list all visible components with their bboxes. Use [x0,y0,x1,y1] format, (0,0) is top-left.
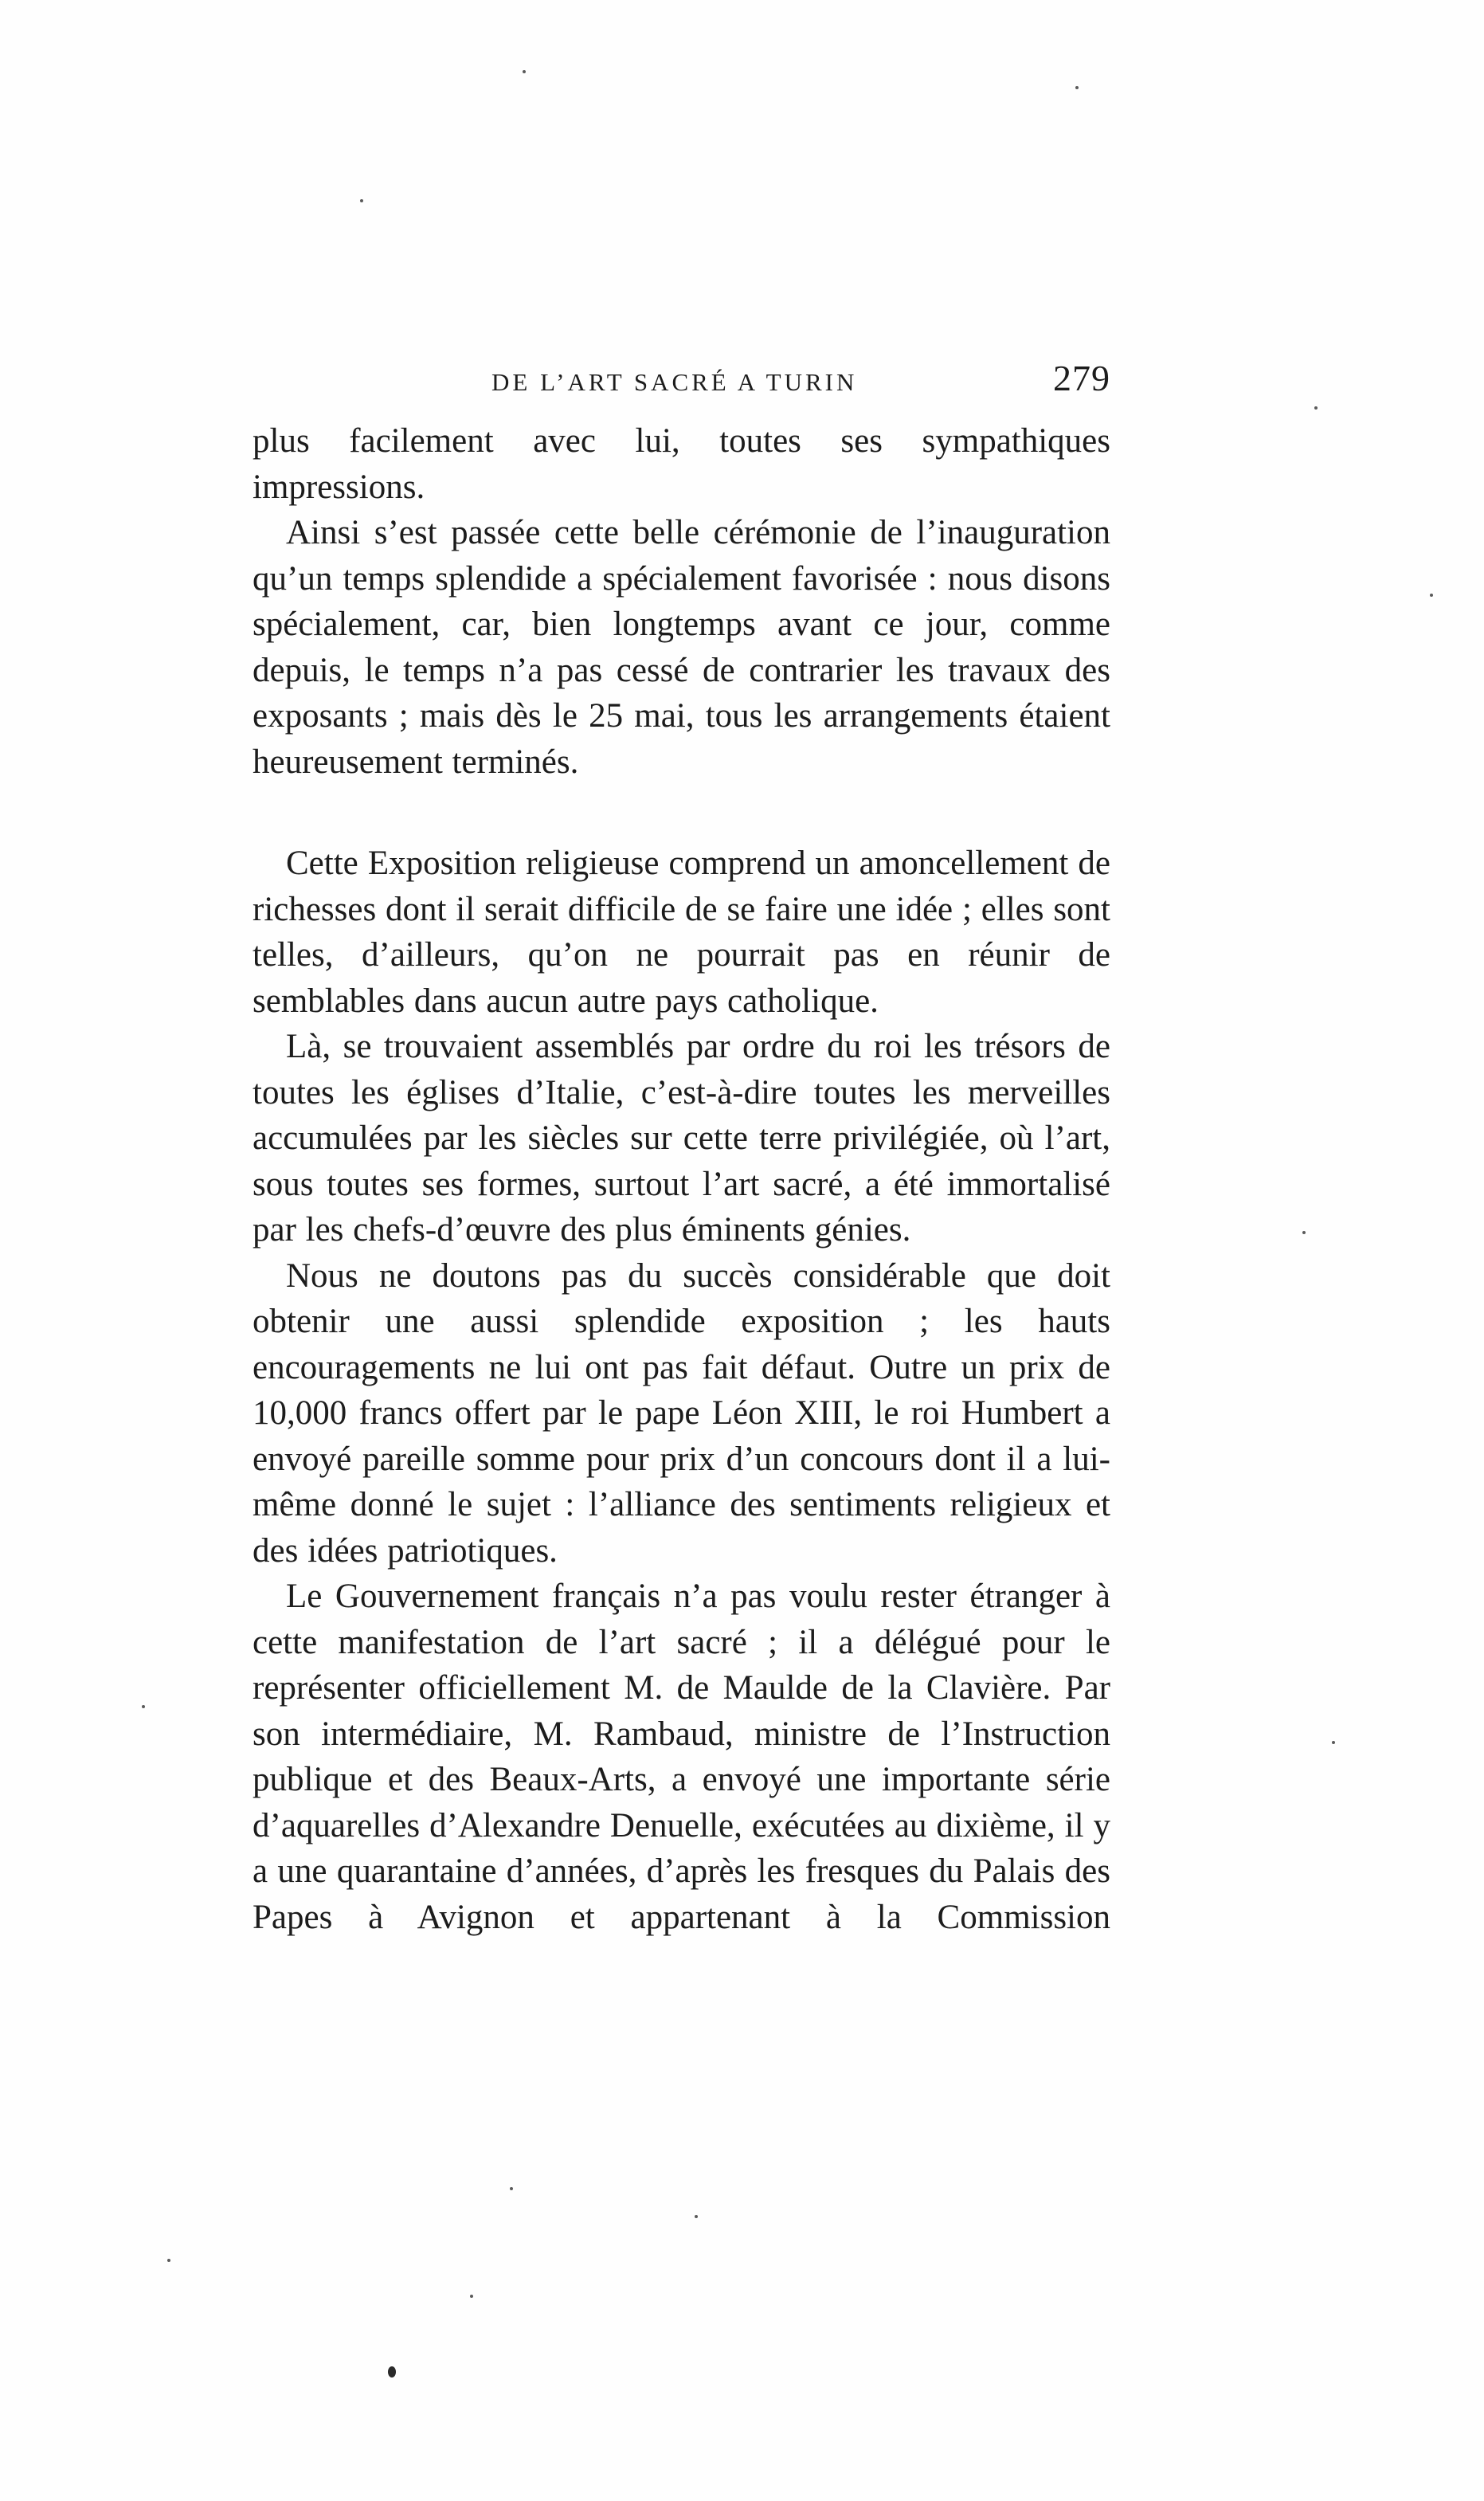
paragraph-tresors: Là, se trouvaient assemblés par ordre du roi les trésors de toutes les églises d’Italie, c’est-à-dire toutes les merveilles accumulées par les siècles sur cette terre privilégiée, où l’art, sous toutes ses formes, surtout l’art sacré, a été immortalisé par les chefs-d’œuvre des plus éminents génies. [253,1028,1110,1249]
scan-speck [1430,594,1433,597]
scan-speck [695,2215,698,2218]
section-gap [253,785,1110,841]
running-head [253,360,1110,408]
scan-speck [510,2187,513,2190]
running-title: DE L’ART SACRÉ A TURIN [491,368,858,396]
scan-speck [142,1705,145,1708]
scan-speck [470,2295,473,2298]
scan-speck [523,70,526,73]
paragraph-gouvernement: Le Gouvernement français n’a pas voulu rester étranger à cette manifestation de l’art sacré ; il a délégué pour le représenter officiellement M. de Maulde de la Clavière. Par son intermédiaire, M. Rambaud, ministre de l’Instruction publique et des Beaux-Arts, a envoyé une importante série d’aquarelles d’Alexandre Denuelle, exécutées au dixième, il y a une quarantaine d’années, d’après les fresques du Palais des Papes à Avignon et appartenant à la Commission [253,1578,1110,1936]
page-number: 279 [1053,358,1110,398]
body-text [253,418,1110,1940]
scan-speck [1302,1231,1306,1234]
paragraph-succes: Nous ne doutons pas du succès considérable que doit obtenir une aussi splendide exposition ; les hauts encouragements ne lui ont pas fait défaut. Outre un prix de 10,000 francs offert par le pape Léon XIII, le roi Humbert a envoyé pareille somme pour prix d’un concours dont il a lui-même donné le sujet : l’alliance des sentiments religieux et des idées patriotiques. [253,1256,1110,1570]
scan-speck [1075,86,1079,89]
scan-speck [388,2366,396,2378]
scan-speck [1314,406,1318,410]
paragraph-continuation: plus facilement avec lui, toutes ses sympathiques impressions. [253,422,1110,506]
scan-speck [360,199,363,202]
paragraph-inauguration: Ainsi s’est passée cette belle cérémonie de l’inauguration qu’un temps splendide a spécialement favorisée : nous disons spécialement, car, bien longtemps avant ce jour, comme depuis, le temps n’a pas cessé de contrarier les travaux des exposants ; mais dès le 25 mai, tous les arrangements étaient heureusement terminés. [253,514,1110,781]
scan-speck [1332,1741,1335,1744]
scan-speck [167,2259,170,2262]
paragraph-exposition: Cette Exposition religieuse comprend un amoncellement de richesses dont il serait difficile de se faire une idée ; elles sont telles, d’ailleurs, qu’on ne pourrait pas en réunir de semblables dans aucun autre pays catholique. [253,845,1110,1020]
